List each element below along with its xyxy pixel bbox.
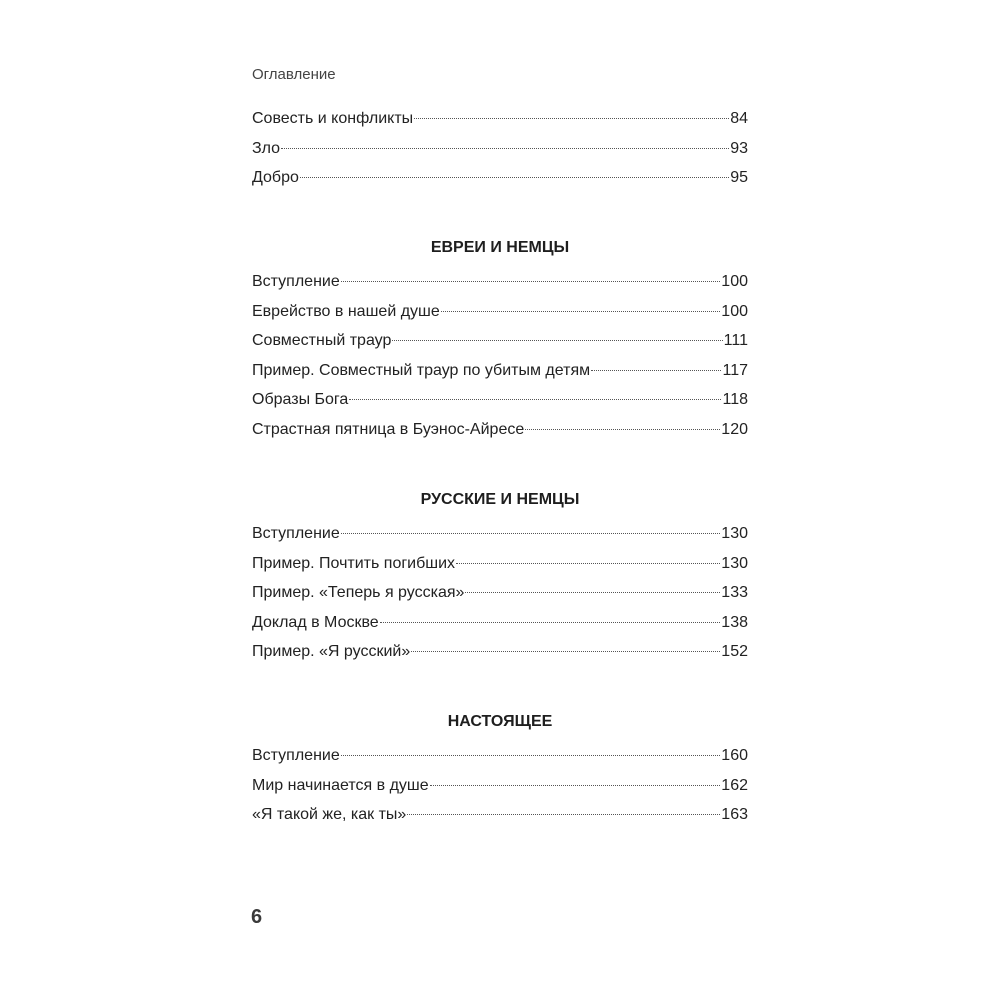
toc-entry [252, 578, 748, 608]
toc-entry-title: Пример. «Теперь я русская» [252, 584, 465, 602]
dot-leader [465, 592, 720, 593]
dot-leader [281, 148, 729, 149]
toc-entry-title: «Я такой же, как ты» [252, 806, 407, 824]
toc-entry [252, 134, 748, 164]
page-number: 6 [251, 906, 263, 928]
toc-entry [252, 741, 748, 771]
dot-leader [414, 118, 729, 119]
section-heading: ЕВРЕИ И НЕМЦЫ [430, 239, 570, 256]
dot-leader [525, 429, 720, 430]
toc-entry [252, 104, 748, 134]
toc-entry [252, 519, 748, 549]
toc-list [252, 267, 748, 445]
dot-leader [407, 814, 720, 815]
toc-entry-page: 95 [730, 169, 748, 187]
toc-entry-page: 152 [721, 643, 748, 661]
toc-entry [252, 326, 748, 356]
toc-entry [252, 800, 748, 830]
toc-section-russians-and-germans [252, 486, 748, 667]
dot-leader [380, 622, 721, 623]
toc-entry [252, 608, 748, 638]
toc-entry-page: 133 [721, 584, 748, 602]
toc-entry-page: 162 [721, 776, 748, 794]
toc-entry [252, 163, 748, 193]
dot-leader [300, 177, 729, 178]
toc-list [252, 519, 748, 667]
toc-entry [252, 637, 748, 667]
dot-leader [341, 755, 721, 756]
toc-entry [252, 356, 748, 386]
running-head: Оглавление [252, 66, 336, 83]
toc-entry-title: Пример. Почтить погибших [252, 554, 456, 572]
dot-leader [341, 533, 721, 534]
toc-entry-title: Мир начинается в душе [252, 776, 429, 794]
dot-leader [430, 785, 721, 786]
toc-entry-title: Вступление [252, 525, 340, 542]
toc-entry [252, 549, 748, 579]
dot-leader [341, 281, 721, 282]
section-heading: НАСТОЯЩЕЕ [447, 713, 553, 730]
toc-entry-title: Совместный траур [252, 332, 392, 350]
toc-entry-title: Вступление [252, 273, 340, 290]
dot-leader [441, 311, 721, 312]
toc-entry-page: 118 [722, 391, 748, 409]
toc-entry-page: 84 [730, 110, 748, 127]
toc-entry-page: 130 [721, 554, 748, 572]
toc-entry [252, 415, 748, 445]
toc-section-present [252, 708, 748, 830]
toc-entry-page: 163 [721, 806, 748, 824]
toc-section-jews-and-germans [252, 234, 748, 445]
dot-leader [411, 651, 720, 652]
toc-entry-page: 160 [721, 747, 748, 764]
toc-section-continued [252, 104, 748, 193]
toc-entry-title: Добро [252, 169, 299, 187]
toc-entry-title: Совесть и конфликты [252, 110, 414, 127]
toc-entry-title: Пример. Совместный траур по убитым детям [252, 361, 591, 379]
toc-entry-title: Еврейство в нашей душе [252, 302, 440, 320]
toc-entry-title: Зло [252, 139, 281, 157]
toc-entry [252, 385, 748, 415]
toc-entry-page: 120 [721, 420, 748, 438]
section-heading: РУССКИЕ И НЕМЦЫ [420, 491, 580, 508]
toc-entry-title: Страстная пятница в Буэнос-Айресе [252, 420, 525, 438]
toc-entry [252, 771, 748, 801]
toc-entry-title: Образы Бога [252, 391, 349, 409]
dot-leader [456, 563, 720, 564]
toc-entry-page: 100 [721, 302, 748, 320]
toc-list [252, 741, 748, 830]
toc-entry-title: Вступление [252, 747, 340, 764]
toc-entry-page: 130 [721, 525, 748, 542]
toc-entry-page: 93 [730, 139, 748, 157]
toc-entry-page: 138 [721, 613, 748, 631]
toc-entry-title: Пример. «Я русский» [252, 643, 411, 661]
toc-list [252, 104, 748, 193]
toc-entry-page: 111 [723, 332, 748, 350]
toc-entry-page: 117 [722, 361, 748, 379]
toc-entry [252, 267, 748, 297]
toc-entry-page: 100 [721, 273, 748, 290]
toc-entry [252, 297, 748, 327]
dot-leader [591, 370, 721, 371]
dot-leader [349, 399, 721, 400]
dot-leader [392, 340, 722, 341]
toc-entry-title: Доклад в Москве [252, 613, 379, 631]
